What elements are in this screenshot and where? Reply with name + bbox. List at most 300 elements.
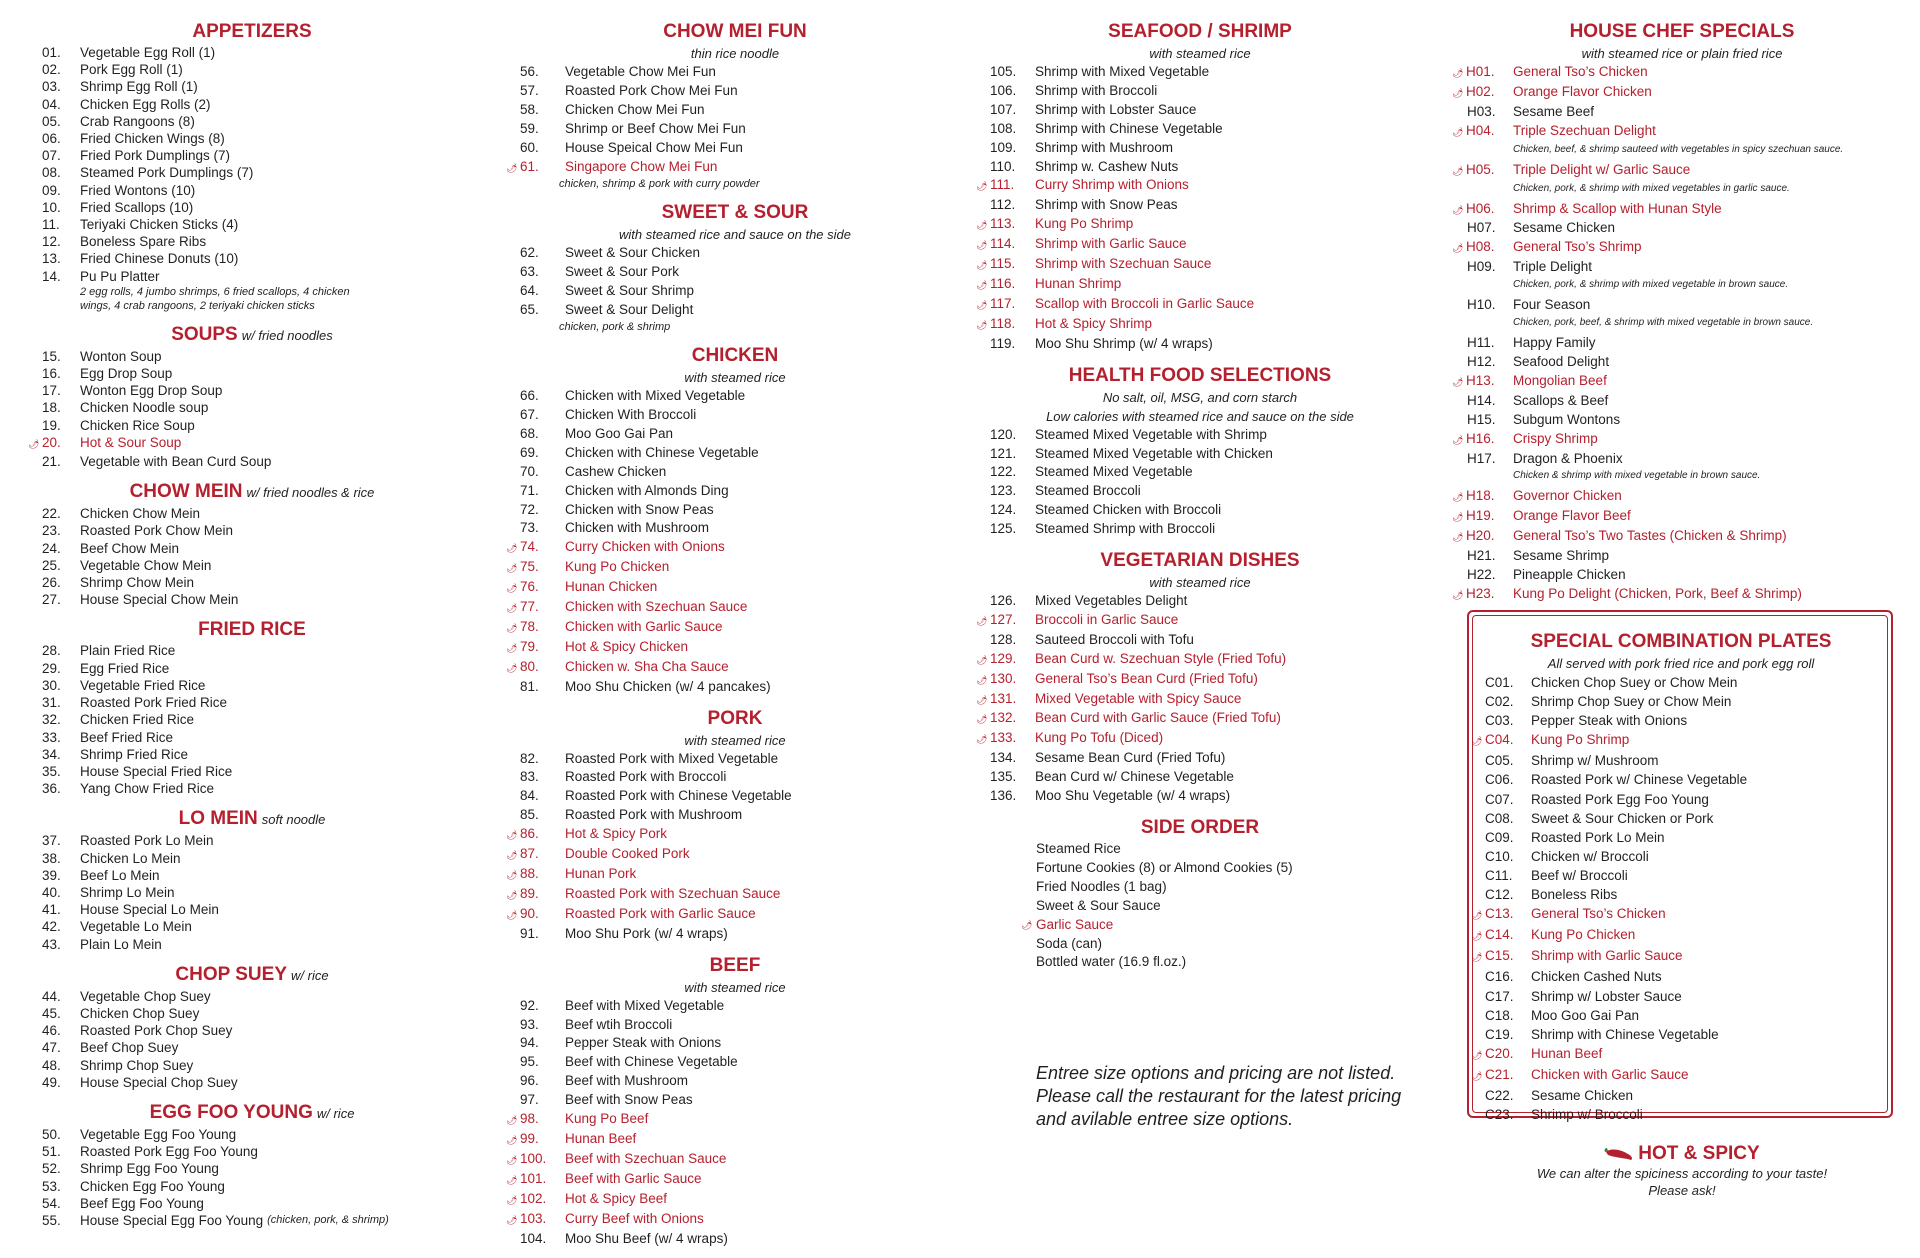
menu-item	[42, 677, 462, 694]
menu-item	[42, 729, 462, 746]
menu-item	[1485, 692, 1877, 711]
item-name: Yang Chow Fried Rice	[80, 781, 215, 797]
menu-item	[1485, 828, 1877, 847]
item-name: Garlic Sauce	[1036, 916, 1114, 932]
item-number: 🌶 114.	[990, 235, 1035, 255]
item-number: C01.	[1485, 675, 1514, 690]
menu-item	[1485, 809, 1877, 828]
item-name: Kung Po Beef	[565, 1111, 649, 1127]
item-name: Roasted Pork with Mushroom	[565, 807, 743, 823]
menu-item	[976, 275, 1410, 295]
menu-item	[990, 63, 1410, 82]
section-fried-rice	[42, 618, 462, 797]
menu-item	[520, 1016, 950, 1035]
item-name: Chicken with Snow Peas	[565, 501, 714, 517]
item-number: C12.	[1485, 887, 1514, 903]
item-name: Moo Shu Vegetable (w/ 4 wraps)	[1035, 788, 1231, 804]
chili-pepper-icon: 🌶	[28, 438, 40, 449]
item-name: House Special Fried Rice	[80, 763, 233, 779]
menu-item	[1467, 296, 1897, 315]
chili-pepper-icon: 🌶	[1471, 931, 1483, 942]
menu-item	[520, 63, 950, 82]
side-order-item	[990, 916, 1410, 935]
item-number: 136.	[990, 788, 1017, 804]
menu-item	[1452, 585, 1897, 605]
item-name: Shrimp w/ Broccoli	[1531, 1107, 1643, 1123]
item-number: 🌶 79.	[520, 638, 565, 658]
section-egg-foo-young	[42, 1101, 462, 1229]
menu-item	[520, 1034, 950, 1053]
item-number: 10.	[42, 199, 61, 215]
item-number: 🌶 101.	[520, 1170, 565, 1190]
item-number: H17.	[1467, 450, 1496, 466]
chili-pepper-icon: 🌶	[506, 909, 518, 920]
item-name: Shrimp with Garlic Sauce	[1531, 948, 1683, 964]
item-number: 84.	[520, 788, 539, 804]
item-name: Hunan Pork	[565, 866, 637, 881]
item-name: Sweet & Sour Pork	[565, 264, 680, 280]
menu-item	[42, 591, 462, 608]
menu-item	[42, 1039, 462, 1056]
item-number: 106.	[990, 82, 1017, 98]
item-name: Beef with Mushroom	[565, 1073, 689, 1089]
item-name: Kung Po Delight (Chicken, Pork, Beef & Shrimp)	[1513, 585, 1802, 601]
item-description: Chicken, pork, & shrimp with mixed vegetables in garlic sauce.	[1513, 182, 1790, 194]
item-name: Chicken Egg Foo Young	[80, 1178, 225, 1194]
item-number: 🌶 76.	[520, 578, 565, 598]
item-number: 🌶 78.	[520, 618, 565, 638]
item-name: Singapore Chow Mei Fun	[565, 158, 718, 174]
item-number: 🌶 75.	[520, 558, 565, 578]
section-chow-mein	[42, 480, 462, 608]
item-number: 14.	[42, 268, 61, 284]
menu-item	[1485, 967, 1877, 986]
chili-pepper-icon	[1604, 1146, 1634, 1162]
item-name: Chicken Chop Suey	[80, 1005, 200, 1021]
chili-pepper-icon: 🌶	[976, 279, 988, 290]
section-health-food-selections	[990, 364, 1410, 539]
item-name: Chicken Cashed Nuts	[1531, 969, 1662, 985]
item-number: 59.	[520, 120, 539, 136]
item-number: 🌶 118.	[990, 315, 1035, 335]
section-appetizers	[42, 20, 462, 313]
item-name: Steamed Mixed Vegetable with Chicken	[1035, 445, 1273, 461]
menu-item	[990, 101, 1410, 120]
item-number: C02.	[1485, 694, 1514, 710]
item-name: Beef with Mixed Vegetable	[565, 997, 725, 1013]
menu-item	[506, 1170, 950, 1190]
chili-pepper-icon: 🌶	[976, 319, 988, 330]
item-number: 🌶 133.	[990, 729, 1035, 749]
menu-item	[520, 1072, 950, 1091]
item-name: Kung Po Tofu (Diced)	[1035, 730, 1164, 746]
menu-item	[42, 642, 462, 659]
menu-item	[1485, 1006, 1877, 1025]
menu-item	[42, 399, 462, 416]
menu-item	[990, 120, 1410, 139]
menu-item	[506, 1190, 950, 1210]
item-number: 71.	[520, 482, 539, 498]
item-number: 🌶 117.	[990, 295, 1035, 315]
section-title: HOUSE CHEF SPECIALS	[1569, 21, 1795, 42]
item-name: Chicken w/ Broccoli	[1531, 848, 1649, 864]
item-number: 🌶 129.	[990, 650, 1035, 670]
item-number: 95.	[520, 1054, 539, 1070]
item-name: Chicken Chow Mein	[80, 506, 201, 522]
menu-item	[520, 139, 950, 158]
item-number: H15.	[1467, 411, 1496, 427]
item-name: Mongolian Beef	[1513, 372, 1607, 388]
item-name: Hunan Beef	[565, 1130, 637, 1146]
item-number: 110.	[990, 158, 1016, 174]
item-name: Chicken with Szechuan Sauce	[565, 599, 748, 615]
item-number: C16.	[1485, 969, 1514, 985]
item-name: Shrimp with Snow Peas	[1035, 197, 1178, 213]
item-number: C07.	[1485, 791, 1514, 807]
chili-pepper-icon: 🌶	[506, 622, 518, 633]
menu-item	[1467, 103, 1897, 122]
item-name: Sweet & Sour Shrimp	[565, 283, 695, 299]
menu-item	[990, 501, 1410, 520]
menu-item	[1452, 487, 1897, 507]
item-name: Plain Fried Rice	[80, 643, 176, 659]
item-number: 🌶 20.	[42, 434, 80, 453]
item-number: C18.	[1485, 1007, 1514, 1023]
item-name: Beef w/ Broccoli	[1531, 867, 1628, 883]
item-name: Seafood Delight	[1513, 353, 1610, 369]
item-number: 🌶 C13.	[1485, 904, 1531, 925]
item-name: Sesame Bean Curd (Fried Tofu)	[1035, 750, 1226, 766]
chili-pepper-icon: 🌶	[976, 181, 988, 192]
menu-item	[506, 1150, 950, 1170]
menu-item	[1452, 238, 1897, 258]
item-number: 47.	[42, 1040, 61, 1056]
item-name: Curry Chicken with Onions	[565, 539, 725, 555]
item-number: 🌶 115.	[990, 255, 1035, 275]
item-number: C23.	[1485, 1107, 1514, 1123]
menu-item	[506, 578, 950, 598]
menu-item	[1485, 1025, 1877, 1044]
item-number: 62.	[520, 245, 539, 261]
menu-item	[506, 618, 950, 638]
section-note: w/ rice	[316, 1105, 355, 1121]
item-name: Beef with Chinese Vegetable	[565, 1054, 738, 1070]
item-number: 28.	[42, 643, 61, 659]
menu-item	[1471, 925, 1877, 946]
menu-item	[990, 631, 1410, 650]
menu-item	[520, 1053, 950, 1072]
item-name: Vegetable Chow Mei Fun	[565, 64, 716, 79]
menu-item	[42, 780, 462, 797]
section-title: CHOW MEI FUN	[663, 21, 807, 42]
menu-item	[42, 1022, 462, 1039]
item-name: General Tso’s Chicken	[1513, 64, 1648, 79]
menu-item	[976, 650, 1410, 670]
item-name: Roasted Pork Egg Foo Young	[1531, 791, 1709, 807]
menu-item	[990, 482, 1410, 501]
item-name: Triple Szechuan Delight	[1513, 122, 1656, 138]
section-title: SIDE ORDER	[1140, 817, 1260, 838]
item-number: 35.	[42, 763, 61, 779]
item-number: 45.	[42, 1005, 61, 1021]
side-order-item	[990, 897, 1410, 916]
item-name: Bean Curd with Garlic Sauce (Fried Tofu)	[1035, 710, 1281, 726]
item-name: Pineapple Chicken	[1513, 567, 1626, 583]
item-name: Crab Rangoons (8)	[80, 113, 195, 129]
item-number: 25.	[42, 557, 61, 573]
menu-item	[42, 522, 462, 539]
menu-item	[42, 763, 462, 780]
item-name: Bean Curd w. Szechuan Style (Fried Tofu)	[1035, 650, 1287, 666]
menu-item	[520, 1091, 950, 1110]
item-name: Shrimp Fried Rice	[80, 746, 189, 762]
item-number: 🌶 89.	[520, 885, 565, 905]
item-name: Sweet & Sour Delight	[565, 302, 694, 318]
menu-item	[1471, 1044, 1877, 1065]
item-number: 🌶 111.	[990, 176, 1035, 196]
item-name: Moo Goo Gai Pan	[1531, 1007, 1640, 1023]
item-name: Boneless Spare Ribs	[80, 234, 207, 250]
item-name: Soda (can)	[1036, 935, 1103, 951]
menu-item	[990, 335, 1410, 354]
menu-item	[42, 78, 462, 95]
menu-item	[1452, 507, 1897, 527]
menu-item	[1467, 392, 1897, 411]
item-number: 🌶 90.	[520, 905, 565, 925]
item-number: 11.	[42, 217, 60, 233]
chili-pepper-icon: 🌶	[506, 1194, 518, 1205]
item-number: C09.	[1485, 829, 1514, 845]
item-number: 39.	[42, 867, 61, 883]
combination-plates	[1471, 630, 1877, 1124]
section-title: SWEET & SOUR	[661, 202, 809, 224]
chili-pepper-icon: 🌶	[506, 830, 518, 841]
item-number: 73.	[520, 520, 539, 536]
side-order-section	[990, 816, 1410, 972]
chili-pepper-icon: 🌶	[506, 870, 518, 880]
item-name: Chicken Fried Rice	[80, 712, 195, 728]
item-name: Fried Scallops (10)	[80, 199, 194, 215]
item-name: Cashew Chicken	[565, 463, 667, 479]
menu-item	[520, 463, 950, 482]
item-description: Chicken, beef, & shrimp sauteed with vegetables in spicy szechuan sauce.	[1513, 143, 1844, 155]
item-name: Roasted Pork Chow Mein	[80, 523, 234, 539]
menu-item	[42, 216, 462, 233]
section-seafood-shrimp	[976, 20, 1410, 354]
section-title: PORK	[707, 707, 763, 729]
item-number: 12.	[42, 234, 61, 250]
item-number: 27.	[42, 592, 61, 608]
item-name: Chicken with Mixed Vegetable	[565, 388, 746, 404]
item-name: Wonton Soup	[80, 348, 162, 364]
menu-item	[42, 1057, 462, 1074]
section-note: w/ fried noodles	[241, 327, 333, 343]
menu-item	[1471, 904, 1877, 925]
menu-item	[1485, 673, 1877, 692]
item-name: Subgum Wontons	[1513, 411, 1621, 427]
item-number: 16.	[42, 366, 61, 382]
chili-pepper-icon: 🌶	[506, 1214, 518, 1225]
item-name: Kung Po Chicken	[1531, 927, 1636, 943]
item-number: 65.	[520, 302, 539, 318]
section-note: w/ rice	[291, 967, 329, 983]
menu-item	[990, 196, 1410, 215]
item-number: 🌶 100.	[520, 1150, 565, 1170]
item-name: Sweet & Sour Chicken or Pork	[1531, 810, 1714, 826]
item-number: 48.	[42, 1057, 61, 1073]
menu-item	[506, 825, 950, 845]
item-number: 🌶 86.	[520, 825, 565, 845]
menu-item	[990, 592, 1410, 611]
item-name: Curry Beef with Onions	[565, 1210, 704, 1226]
menu-item	[42, 505, 462, 522]
menu-item	[976, 729, 1410, 749]
item-name: Roasted Pork with Garlic Sauce	[565, 905, 756, 921]
menu-item	[1485, 847, 1877, 866]
item-name: Shrimp with Chinese Vegetable	[1035, 120, 1223, 136]
item-name: Orange Flavor Chicken	[1513, 83, 1652, 99]
item-number: 🌶 74.	[520, 538, 565, 558]
item-number: 🌶 102.	[520, 1190, 565, 1210]
item-name: Kung Po Chicken	[565, 559, 670, 575]
item-name: Shrimp or Beef Chow Mei Fun	[565, 120, 746, 136]
item-number: 66.	[520, 388, 539, 404]
menu-item	[42, 61, 462, 78]
item-name: Shrimp & Scallop with Hunan Style	[1513, 200, 1722, 216]
menu-item	[42, 382, 462, 399]
item-number: 🌶 C14.	[1485, 925, 1531, 946]
menu-item	[1485, 1105, 1877, 1124]
item-name: Roasted Pork Chop Suey	[80, 1023, 233, 1039]
item-name: Governor Chicken	[1513, 488, 1622, 504]
item-number: C03.	[1485, 713, 1514, 729]
item-number: 125.	[990, 521, 1017, 537]
menu-item	[42, 1178, 462, 1195]
item-number: 07.	[42, 148, 61, 164]
menu-item	[42, 365, 462, 382]
menu-item	[520, 101, 950, 120]
chili-pepper-icon: 🌶	[1471, 1070, 1483, 1081]
menu-item	[42, 660, 462, 677]
item-number: 34.	[42, 746, 61, 762]
item-name: Pork Egg Roll (1)	[80, 62, 183, 78]
item-description: Chicken, pork, beef, & shrimp with mixed vegetable in brown sauce.	[1513, 317, 1814, 329]
item-number: 51.	[42, 1144, 61, 1160]
item-name: Roasted Pork with Szechuan Sauce	[565, 885, 781, 901]
section-title: CHOW MEIN w/ fried noodles & rice	[129, 481, 375, 503]
item-name: Vegetable Chop Suey	[80, 988, 211, 1004]
item-name: Chicken with Almonds Ding	[565, 482, 729, 498]
menu-item	[976, 235, 1410, 255]
item-name: Steamed Rice	[1036, 841, 1121, 856]
item-name: Egg Fried Rice	[80, 660, 170, 676]
menu-item	[1467, 219, 1897, 238]
menu-item	[42, 988, 462, 1005]
menu-item	[1485, 751, 1877, 770]
menu-item	[1485, 770, 1877, 789]
menu-item	[506, 158, 950, 178]
menu-item	[1452, 430, 1897, 450]
section-title: LO MEIN soft noodle	[178, 808, 326, 830]
section-title: SPECIAL COMBINATION PLATES	[1530, 631, 1832, 652]
item-name: House Special Lo Mein	[80, 902, 219, 918]
section-subtitle: with steamed rice	[1149, 575, 1251, 591]
item-name: Bean Curd w/ Chinese Vegetable	[1035, 769, 1234, 785]
item-name: Steamed Pork Dumplings (7)	[80, 165, 254, 181]
section-title: HEALTH FOOD SELECTIONS	[1068, 364, 1332, 386]
menu-item	[990, 749, 1410, 768]
item-number: 🌶 H23.	[1467, 585, 1513, 605]
item-number: 112.	[990, 197, 1016, 213]
item-number: 🌶 61.	[520, 158, 565, 178]
item-name: Shrimp with Szechuan Sauce	[1035, 256, 1212, 272]
item-name: House Special Chop Suey	[80, 1074, 238, 1090]
chili-pepper-icon: 🌶	[506, 583, 518, 594]
item-name: Happy Family	[1513, 335, 1596, 351]
menu-item	[520, 787, 950, 806]
item-number: 04.	[42, 96, 61, 112]
item-number: 70.	[520, 463, 539, 479]
item-name: Vegetable Fried Rice	[80, 677, 206, 693]
menu-item	[506, 865, 950, 885]
item-name: Beef Egg Foo Young	[80, 1195, 204, 1211]
item-number: 108.	[990, 120, 1017, 136]
item-name: Shrimp with Mixed Vegetable	[1035, 64, 1210, 79]
item-number: 🌶 131.	[990, 690, 1035, 710]
item-name: General Tso’s Shrimp	[1513, 239, 1642, 255]
menu-item	[42, 182, 462, 199]
menu-item	[42, 1212, 462, 1229]
chili-pepper-icon: 🌶	[1452, 492, 1464, 503]
menu-column-2	[506, 20, 950, 1258]
section-soups	[28, 323, 462, 470]
chili-pepper-icon: 🌶	[506, 563, 518, 574]
section-title: SOUPS w/ fried noodles	[171, 323, 333, 345]
item-number: 🌶 H08.	[1467, 238, 1513, 258]
item-number: 122.	[990, 464, 1017, 480]
item-number: 🌶 127.	[990, 611, 1035, 631]
item-number: 🌶 116.	[990, 275, 1035, 295]
item-number: 69.	[520, 444, 539, 460]
item-number: 31.	[42, 695, 61, 711]
item-name: Fried Noodles (1 bag)	[1036, 878, 1167, 894]
item-name: General Tso’s Bean Curd (Fried Tofu)	[1035, 670, 1258, 686]
item-name: Steamed Broccoli	[1035, 483, 1141, 499]
menu-item	[506, 558, 950, 578]
item-number: 🌶 87.	[520, 845, 565, 865]
item-number: 135.	[990, 769, 1017, 785]
item-number: 50.	[42, 1126, 61, 1142]
menu-item	[42, 918, 462, 935]
item-name: Vegetable with Bean Curd Soup	[80, 454, 272, 470]
item-number: 🌶 H01.	[1467, 63, 1513, 83]
menu-item	[1485, 1086, 1877, 1105]
item-name: Mixed Vegetables Delight	[1035, 593, 1188, 609]
menu-item	[42, 936, 462, 953]
item-name: Hunan Beef	[1531, 1045, 1603, 1061]
item-name: Fried Wontons (10)	[80, 182, 196, 198]
item-name: Shrimp Lo Mein	[80, 884, 175, 900]
chili-pepper-icon: 🌶	[1471, 1049, 1483, 1060]
item-name: Beef Fried Rice	[80, 729, 174, 745]
item-name: Fried Chinese Donuts (10)	[80, 251, 239, 267]
item-number: 56.	[520, 64, 539, 79]
item-number: 123.	[990, 483, 1017, 499]
pricing-notice: Entree size options and pricing are not listed. Please call the restaurant for the latest pricing and avilable entree size options.	[1036, 1063, 1402, 1129]
chili-pepper-icon: 🌶	[506, 662, 518, 673]
item-name: Moo Shu Shrimp (w/ 4 wraps)	[1035, 335, 1213, 351]
chili-pepper-icon: 🌶	[506, 1174, 518, 1185]
